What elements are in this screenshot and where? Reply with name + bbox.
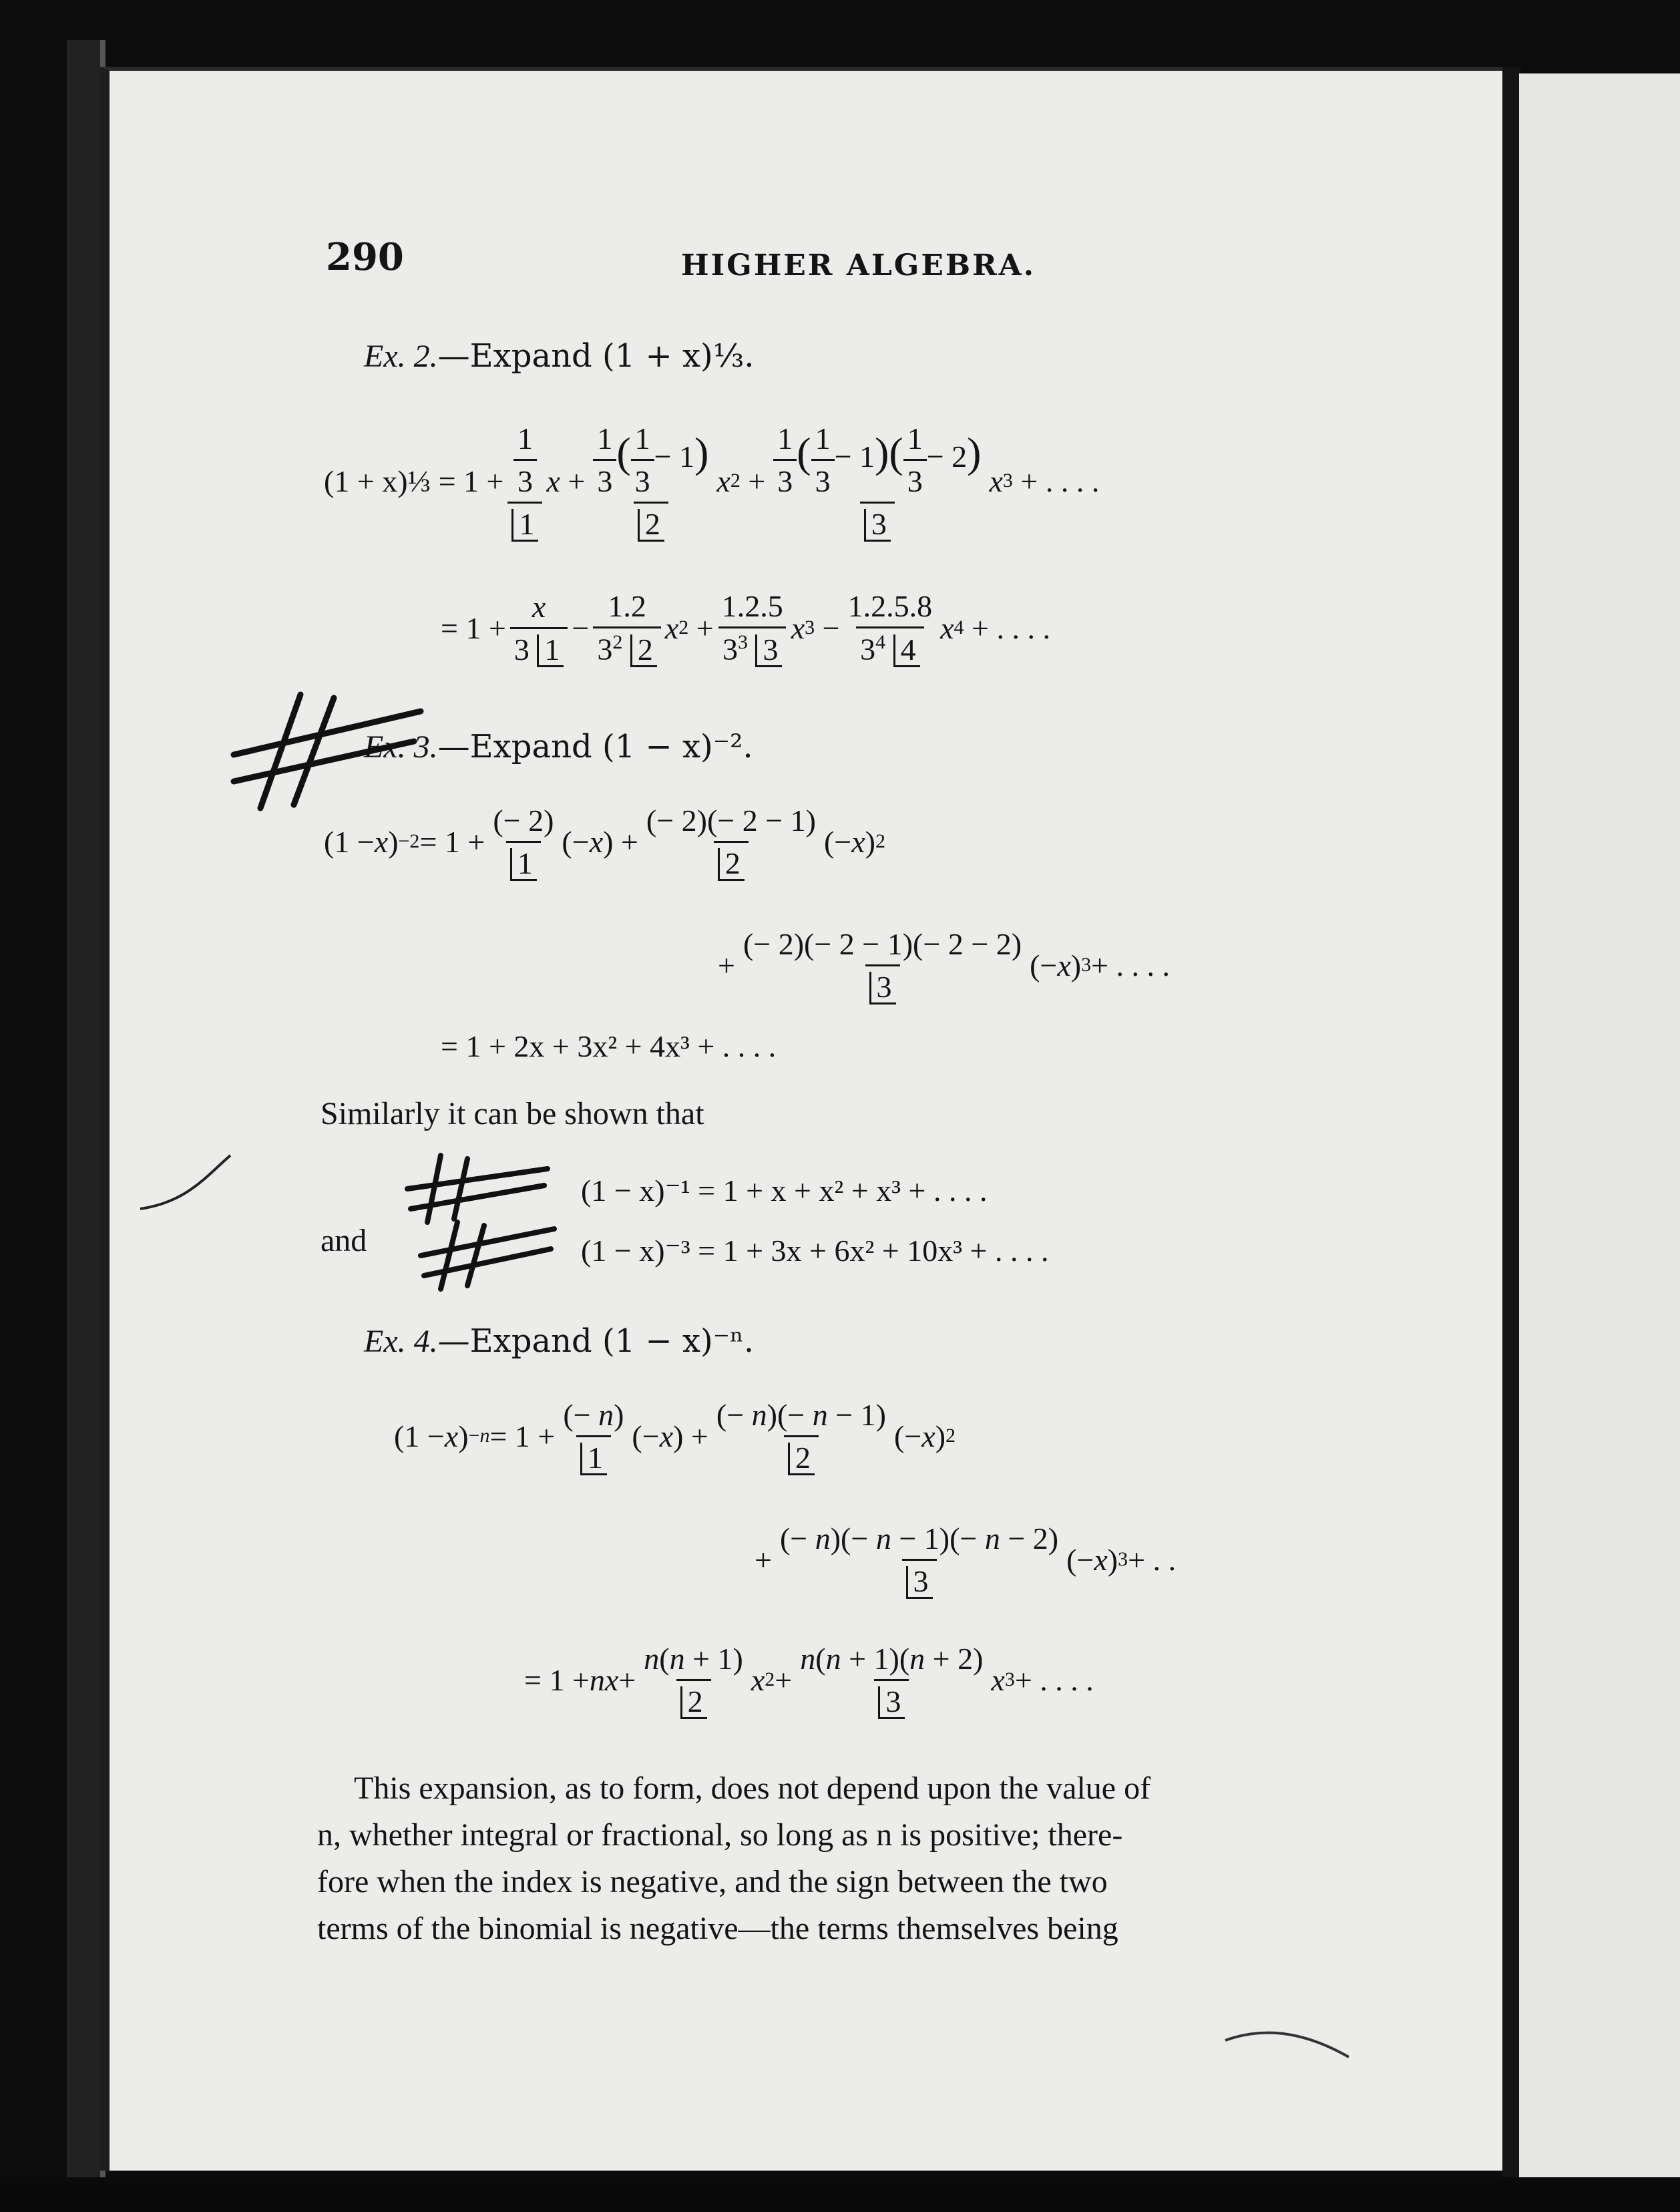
- ex3-heading-text: —Expand (1 − x)⁻².: [437, 728, 753, 765]
- ex4-heading-text: —Expand (1 − x)⁻ⁿ.: [437, 1322, 755, 1360]
- book-page: [100, 67, 1509, 2171]
- paragraph-line-1: This expansion, as to form, does not depend upon the value of: [354, 1771, 1151, 1806]
- ex2-line1: (1 + x)⅓ = 1 + $\frac{\frac{1}{3}}{1}$ x + $\frac{1}{3}$ ( $\frac{1}{3}$ − 1) 2 x 2 + $\frac{1}{3}$ ( $\frac{1}{3}$ − 1)( $\frac{1}{3}$ − 2) 3 x 3 + . . . .: [324, 421, 1100, 541]
- ex2-label: Ex. 2.: [364, 339, 438, 374]
- ex2-term3-fraction: $\frac{1}{3}$ ( $\frac{1}{3}$ − 1)( $\frac{1}{3}$ − 2) 3: [769, 421, 985, 542]
- page-number: 290: [326, 235, 404, 279]
- pen-stroke-margin: [134, 1149, 234, 1216]
- scan-border: [0, 2177, 1680, 2212]
- similarly-eq2: (1 − x)⁻³ = 1 + 3x + 6x² + 10x³ + . . . .: [581, 1234, 1049, 1268]
- pen-stroke-bottom: [1222, 2024, 1355, 2064]
- ex3-line1: (1 − x ) −2 = 1 + $\frac{(- 2)}{1}$ (− x ) + $\frac{(- 2)(- 2 - 1)}{2}$ (− x ) 2: [324, 803, 885, 880]
- ex4-result: = 1 + n x + $\frac{n(n + 1)}{2}$ x 2 + $\frac{n(n + 1)(n + 2)}{3}$ x 3 + . . . .: [524, 1641, 1094, 1718]
- ex2-line1-lhs: (1 + x)⅓ = 1 +: [324, 464, 504, 498]
- ex2-term1-fraction: $\frac{\frac{1}{3}}{1}$: [507, 421, 542, 542]
- facing-page: [1519, 73, 1680, 2211]
- paragraph-line-2: n, whether integral or fractional, so long as n is positive; there-: [317, 1817, 1123, 1853]
- paragraph-line-3: fore when the index is negative, and the sign between the two: [317, 1864, 1108, 1899]
- page-gutter: [1502, 67, 1521, 2191]
- ex2-heading: [364, 337, 755, 375]
- ex2-line2: = 1 + $\frac{x}{3 1}$ − $\frac{1.2}{3^2 2}$ x 2 + $\frac{1.2.5}{3^3 3}$ x 3 − $\frac{1.2.5.8}{3^4 4}$ x 4 + . . . .: [441, 589, 1050, 667]
- pen-hash-mark-ex3: [220, 681, 434, 821]
- ex3-label: Ex. 3.: [364, 729, 438, 765]
- ex3-line2: + $\frac{(- 2)(- 2 - 1)(- 2 - 2)}{3}$ (− x ) 3 + . . . .: [718, 926, 1171, 1004]
- ex2-heading-text: —Expand (1 + x)⅓.: [437, 337, 755, 375]
- and-label: and: [321, 1223, 367, 1258]
- similarly-intro: Similarly it can be shown that: [321, 1096, 704, 1131]
- ex4-line2: + $\frac{(- n)(- n - 1)(- n - 2)}{3}$ (− x ) 3 + . .: [755, 1521, 1177, 1598]
- ex3-result: = 1 + 2x + 3x² + 4x³ + . . . .: [441, 1029, 777, 1063]
- similarly-eq1: (1 − x)⁻¹ = 1 + x + x² + x³ + . . . .: [581, 1173, 988, 1208]
- running-head: HIGHER ALGEBRA.: [681, 248, 1036, 283]
- ex4-label: Ex. 4.: [364, 1324, 438, 1359]
- ex2-term2-fraction: $\frac{1}{3}$ ( $\frac{1}{3}$ − 1) 2: [589, 421, 712, 542]
- ex4-line1: (1 − x ) −n = 1 + $\frac{(- n)}{1}$ (− x ) + $\frac{(- n)(- n - 1)}{2}$ (− x ) 2: [394, 1397, 956, 1475]
- ex4-heading: [364, 1322, 754, 1360]
- pen-hash-mark-similarly: [401, 1149, 561, 1296]
- paragraph-line-4: terms of the binomial is negative—the terms themselves being: [317, 1911, 1118, 1946]
